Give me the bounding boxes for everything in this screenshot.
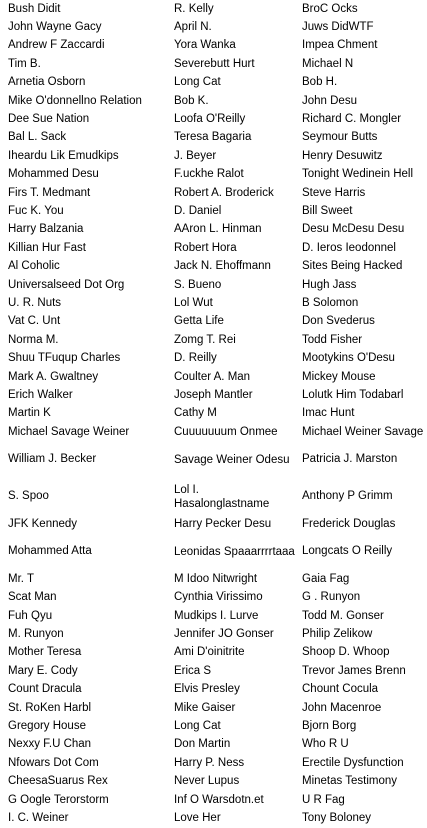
name-cell-col3: Anthony P Grimm [302,490,393,503]
name-cell-col1: John Wayne Gacy [8,21,102,34]
name-cell-col3: Bill Sweet [302,204,353,217]
name-cell-col2: Cathy M [174,407,217,420]
name-cell-col2: Long Cat [174,719,221,732]
name-cell-col2: Teresa Bagaria [174,131,252,144]
name-row [0,681,427,699]
name-row [0,202,427,220]
name-cell-col3: Impea Chment [302,39,378,52]
name-row [0,92,427,110]
name-cell-col2: Yora Wanka [174,39,236,52]
name-cell-col2: Lol Wut [174,296,213,309]
name-cell-col1: Arnetia Osborn [8,76,86,89]
name-cell-col3: Desu McDesu Desu [302,223,405,236]
name-cell-col1: Michael Savage Weiner [8,425,130,438]
name-cell-col3: Mootykins O'Desu [302,352,395,365]
name-cell-col3: Michael Weiner Savage [302,425,424,438]
name-cell-col1: Killian Hur Fast [8,241,86,254]
name-row [0,184,427,202]
name-cell-col2: Don Martin [174,738,231,751]
name-cell-col1: Martin K [8,407,51,420]
name-row [0,625,427,643]
name-cell-col1: Firs T. Medmant [8,186,91,199]
name-cell-col1: Shuu TFuqup Charles [8,352,121,365]
name-cell-col3: Shoop D. Whoop [302,646,390,659]
name-cell-col3: John Desu [302,94,357,107]
name-cell-col2: Harry P. Ness [174,756,245,769]
name-row [0,239,427,257]
name-cell-col3: BroC Ocks [302,2,358,15]
name-cell-col1: JFK Kennedy [8,517,78,530]
name-cell-col3: Richard C. Mongler [302,113,402,126]
name-cell-col2: Inf O Warsdotn.et [174,793,264,806]
name-row [0,368,427,386]
name-row [0,478,427,515]
name-cell-col1: Mohammed Desu [8,168,99,181]
name-row [0,166,427,184]
name-cell-col3: Henry Desuwitz [302,149,383,162]
name-cell-col3: Bob H. [302,76,338,89]
name-cell-col3: Steve Harris [302,186,366,199]
name-cell-col1: Dee Sue Nation [8,113,90,126]
name-cell-col3: Longcats O Reilly [302,545,393,558]
name-cell-col1: Andrew F Zaccardi [8,39,105,52]
name-cell-col3: Tony Boloney [302,811,372,824]
name-cell-col2: Coulter A. Man [174,370,251,383]
name-cell-col2: R. Kelly [174,2,214,15]
name-cell-col2: April N. [174,21,212,34]
name-cell-col3: U R Fag [302,793,345,806]
name-row [0,110,427,128]
name-cell-col3: Who R U [302,738,349,751]
name-cell-col1: Mike O'donnellno Relation [8,94,142,107]
name-row [0,55,427,73]
name-cell-col1: William J. Becker [8,453,97,466]
name-row [0,699,427,717]
name-cell-col1: Iheardu Lik Emudkips [8,149,119,162]
name-cell-col3: Seymour Butts [302,131,378,144]
name-cell-col2: Robert A. Broderick [174,186,274,199]
name-cell-col3: Todd Fisher [302,333,363,346]
name-cell-col1: G Oogle Terorstorm [8,793,109,806]
name-cell-col2: Bob K. [174,94,209,107]
name-cell-col3: Lolutk Him Todabarl [302,388,404,401]
name-cell-col2: Loofa O'Reilly [174,113,246,126]
name-cell-col2: Long Cat [174,76,221,89]
name-cell-col2: Mike Gaiser [174,701,236,714]
name-row [0,405,427,423]
name-cell-col1: Fuc K. You [8,204,64,217]
name-cell-col1: Bal L. Sack [8,131,67,144]
name-cell-col2: Mudkips I. Lurve [174,609,259,622]
name-cell-col1: Vat C. Unt [8,315,61,328]
name-cell-col1: U. R. Nuts [8,296,62,309]
name-cell-col2: F.uckhe Ralot [174,168,244,181]
name-cell-col2: Never Lupus [174,775,240,788]
name-cell-col3: John Macenroe [302,701,382,714]
name-cell-col1: CheesaSuarus Rex [8,775,108,788]
name-row [0,349,427,367]
name-cell-col1: Scat Man [8,591,57,604]
name-cell-col3: Michael N [302,57,354,70]
name-cell-col3: Philip Zelikow [302,628,373,641]
name-cell-col3: Tonight Wedinein Hell [302,168,414,181]
name-cell-col2: Savage Weiner Odesu [174,453,290,466]
name-row [0,441,427,478]
name-row [0,294,427,312]
name-cell-col3: Hugh Jass [302,278,357,291]
name-cell-col1: St. RoKen Harbl [8,701,92,714]
name-cell-col2: Harry Pecker Desu [174,517,272,530]
name-cell-col3: D. Ieros Ieodonnel [302,241,396,254]
name-row [0,589,427,607]
name-cell-col1: Mother Teresa [8,646,82,659]
name-row [0,331,427,349]
name-cell-col3: Sites Being Hacked [302,260,403,273]
name-cell-col1: Erich Walker [8,388,73,401]
name-cell-col1: S. Spoo [8,490,49,503]
name-cell-col2: Severebutt Hurt [174,57,255,70]
name-cell-col3: Trevor James Brenn [302,664,406,677]
name-cell-col2: Erica S [174,664,212,677]
name-row [0,37,427,55]
name-cell-col1: Al Coholic [8,260,60,273]
name-row [0,736,427,754]
name-cell-col3: Erectile Dysfunction [302,756,404,769]
name-cell-col2: Robert Hora [174,241,237,254]
name-row [0,791,427,809]
name-row [0,276,427,294]
name-cell-col1: Tim B. [8,57,41,70]
name-cell-col2: M Idoo Nitwright [174,572,258,585]
name-row [0,129,427,147]
name-cell-col1: Gregory House [8,719,86,732]
name-cell-col1: Nexxy F.U Chan [8,738,92,751]
name-row [0,533,427,570]
name-cell-col2: D. Reilly [174,352,217,365]
name-cell-col3: Chount Cocula [302,683,379,696]
name-cell-col2: Lol I. Hasalonglastname [174,483,270,510]
name-cell-col2: D. Daniel [174,204,222,217]
name-row [0,221,427,239]
name-cell-col1: Norma M. [8,333,59,346]
name-row [0,515,427,533]
name-cell-col1: Mary E. Cody [8,664,78,677]
name-cell-col2: Joseph Mantler [174,388,253,401]
name-cell-col1: Nfowars Dot Com [8,756,99,769]
name-cell-col3: Patricia J. Marston [302,453,398,466]
name-cell-col1: Bush Didit [8,2,61,15]
name-cell-col1: Mr. T [8,572,34,585]
name-row [0,74,427,92]
name-cell-col1: Fuh Qyu [8,609,53,622]
name-row [0,0,427,18]
name-row [0,423,427,441]
name-row [0,754,427,772]
name-cell-col2: Jack N. Ehoffmann [174,260,271,273]
name-row [0,662,427,680]
name-cell-col3: Todd M. Gonser [302,609,384,622]
name-cell-col3: B Solomon [302,296,359,309]
name-cell-col2: Getta Life [174,315,224,328]
name-cell-col3: Mickey Mouse [302,370,376,383]
name-cell-col2: Cuuuuuuum Onmee [174,425,278,438]
name-cell-col1: Count Dracula [8,683,82,696]
name-cell-col2: Leonidas Spaaarrrrtaaa [174,545,295,558]
name-row [0,386,427,404]
name-cell-col2: Cynthia Virissimo [174,591,263,604]
name-row [0,18,427,36]
name-cell-col3: Juws DidWTF [302,21,374,34]
name-row [0,257,427,275]
name-cell-col2: Elvis Presley [174,683,240,696]
name-cell-col3: Don Svederus [302,315,375,328]
name-row [0,147,427,165]
name-cell-col2: S. Bueno [174,278,222,291]
name-row [0,644,427,662]
name-cell-col3: G . Runyon [302,591,361,604]
name-cell-col1: Mohammed Atta [8,545,92,558]
name-row [0,772,427,790]
name-cell-col3: Minetas Testimony [302,775,398,788]
name-cell-col3: Frederick Douglas [302,517,396,530]
name-cell-col2: Ami D'oinitrite [174,646,245,659]
name-cell-col3: Imac Hunt [302,407,355,420]
name-cell-col3: Bjorn Borg [302,719,357,732]
name-cell-col1: Universalseed Dot Org [8,278,125,291]
name-cell-col2: Love Her [174,811,221,824]
name-cell-col1: Harry Balzania [8,223,84,236]
name-row [0,717,427,735]
name-cell-col3: Gaia Fag [302,572,350,585]
name-row [0,570,427,588]
name-cell-col2: Jennifer JO Gonser [174,628,274,641]
name-cell-col2: Zomg T. Rei [174,333,236,346]
name-cell-col1: M. Runyon [8,628,64,641]
name-row [0,313,427,331]
name-cell-col2: J. Beyer [174,149,217,162]
name-cell-col1: I. C. Weiner [8,811,69,824]
name-row [0,607,427,625]
name-cell-col1: Mark A. Gwaltney [8,370,99,383]
name-cell-col2: AAron L. Hinman [174,223,262,236]
